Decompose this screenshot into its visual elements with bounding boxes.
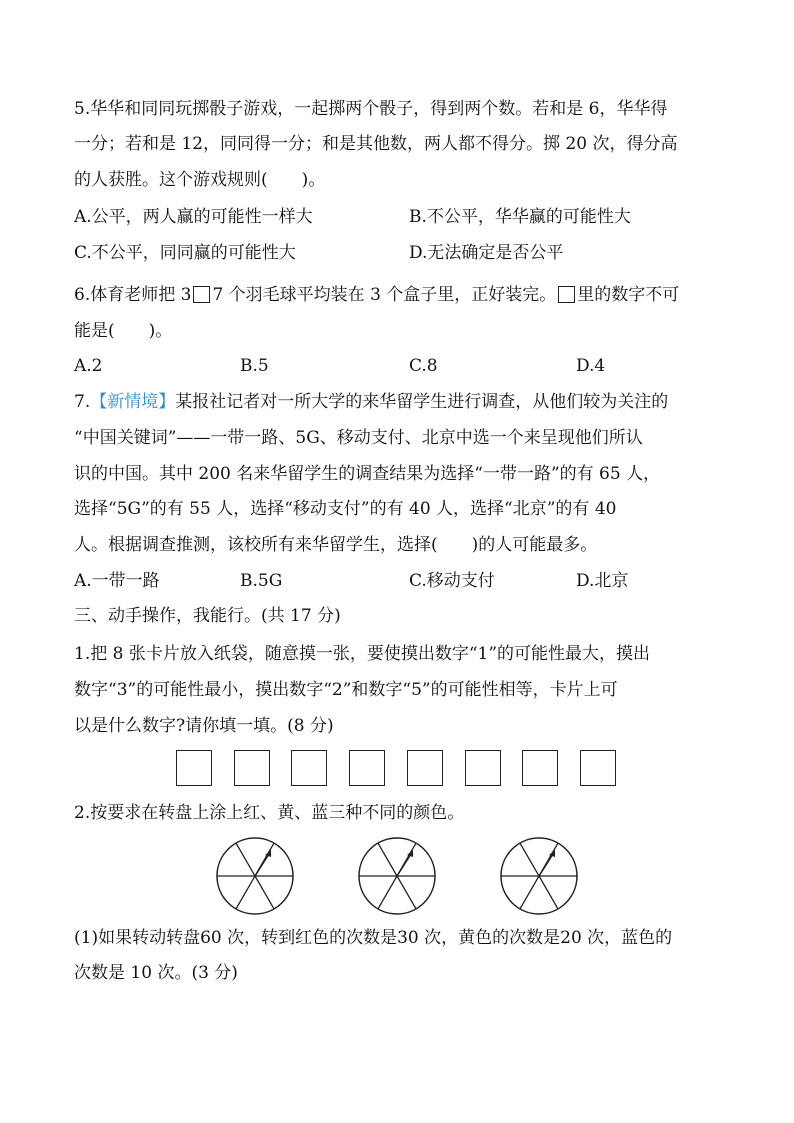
new-situation-tag: 【新情境】 [90,392,176,412]
section-3-heading: 三、动手操作，我能行。(共 17 分) [74,606,341,626]
p1-line-2: 数字“3”的可能性最小，摸出数字“2”和数字“5”的可能性相等，卡片上可 [74,680,618,700]
q7-number: 7. [74,392,91,412]
card-box[interactable] [291,750,327,786]
p1-line-3: 以是什么数字?请你填一填。(8 分) [74,716,334,736]
card-box[interactable] [465,750,501,786]
p2-sub1-line-2: 次数是 10 次。(3 分) [74,963,238,983]
q5-option-b[interactable]: B.不公平，华华赢的可能性大 [409,207,631,227]
q7-option-b[interactable]: B.5G [240,571,283,591]
q6-option-b[interactable]: B.5 [240,356,269,376]
spinner-wheel[interactable] [215,836,295,916]
p2-sub1-line-1: (1)如果转动转盘60 次，转到红色的次数是30 次，黄色的次数是20 次，蓝色的 [74,928,673,948]
q7-line-2: “中国关键词”——一带一路、5G、移动支付、北京中选一个来呈现他们所认 [74,428,643,448]
p1-line-1: 1.把 8 张卡片放入纸袋，随意摸一张，要使摸出数字“1”的可能性最大，摸出 [74,644,651,664]
q6-text-part3: 里的数字不可 [577,285,680,305]
card-box[interactable] [176,750,212,786]
q6-line-1 [74,284,679,306]
q7-line-4: 选择“5G”的有 55 人，选择“移动支付”的有 40 人，选择“北京”的有 40 [74,499,617,519]
q7-line-1 [74,391,668,413]
card-box[interactable] [349,750,385,786]
q6-text-part1: 6.体育老师把 3 [74,285,192,305]
blank-digit-box-ref [558,286,575,303]
q5-line-3: 的人获胜。这个游戏规则( )。 [74,170,326,190]
q7-line-5: 人。根据调查推测，该校所有来华留学生，选择( )的人可能最多。 [74,535,598,555]
spinner-wheel[interactable] [499,836,579,916]
q5-option-c[interactable]: C.不公平，同同赢的可能性大 [74,243,296,263]
q6-text-part2: 7 个羽毛球平均装在 3 个盒子里，正好装完。 [212,285,557,305]
q6-option-a[interactable]: A.2 [74,356,103,376]
card-box[interactable] [407,750,443,786]
q7-option-d[interactable]: D.北京 [576,571,629,591]
q6-option-c[interactable]: C.8 [409,356,438,376]
card-box[interactable] [580,750,616,786]
card-box[interactable] [234,750,270,786]
q5-line-2: 一分；若和是 12，同同得一分；和是其他数，两人都不得分。掷 20 次，得分高 [74,134,678,154]
q5-option-a[interactable]: A.公平，两人赢的可能性一样大 [74,207,313,227]
p2-line-1: 2.按要求在转盘上涂上红、黄、蓝三种不同的颜色。 [74,803,465,823]
q5-option-d[interactable]: D.无法确定是否公平 [409,243,564,263]
q6-option-d[interactable]: D.4 [576,356,606,376]
blank-digit-box [193,286,210,303]
q5-line-1: 5.华华和同同玩掷骰子游戏，一起掷两个骰子，得到两个数。若和是 6，华华得 [74,99,668,119]
q7-line-1-rest: 某报社记者对一所大学的来华留学生进行调查，从他们较为关注的 [175,392,669,412]
q7-option-c[interactable]: C.移动支付 [409,571,495,591]
spinner-wheel[interactable] [357,836,437,916]
q7-option-a[interactable]: A.一带一路 [74,571,160,591]
card-box[interactable] [522,750,558,786]
q7-line-3: 识的中国。其中 200 名来华留学生的调查结果为选择“一带一路”的有 65 人， [74,464,661,484]
q6-line-2: 能是( )。 [74,321,173,341]
